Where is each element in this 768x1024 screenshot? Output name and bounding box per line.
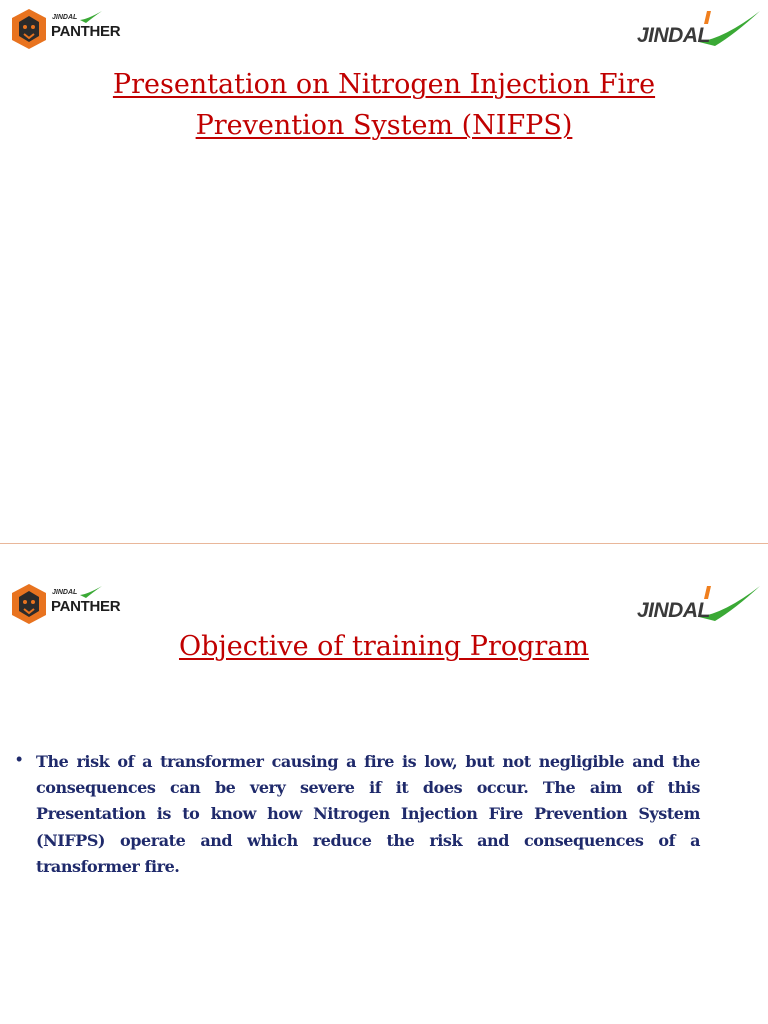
bullet-text: The risk of a transformer causing a fire is low, but not negligible and the consequences can be very severe if it does occur. The aim of this Presentation is to know how Nitrogen Injection Fire Prevention System (NIFPS) operate and which reduce the risk and consequences of a transformer fire. — [36, 752, 700, 876]
slide-divider — [0, 543, 768, 544]
panther-shield-icon — [10, 8, 48, 50]
slide-title: Presentation on Nitrogen Injection Fire Prevention System (NIFPS) — [112, 69, 656, 141]
tick-icon — [78, 585, 104, 599]
jindal-logo — [635, 8, 763, 52]
tick-icon — [78, 10, 104, 24]
jindal-panther-logo — [8, 6, 121, 52]
panther-brand-small: JINDAL — [52, 589, 78, 596]
slide-title: Objective of training Program — [178, 631, 589, 662]
panther-brand-small: JINDAL — [52, 14, 78, 21]
jindal-logo-text: JINDAL — [637, 24, 710, 47]
jindal-logo — [635, 583, 763, 627]
panther-shield-icon — [10, 583, 48, 625]
panther-brand-big: PANTHER — [51, 598, 121, 615]
panther-brand-big: PANTHER — [51, 23, 121, 40]
bullet-marker: • — [16, 749, 23, 769]
jindal-panther-logo — [8, 581, 121, 627]
jindal-logo-text: JINDAL — [637, 599, 710, 622]
slide-2 — [0, 545, 768, 1024]
